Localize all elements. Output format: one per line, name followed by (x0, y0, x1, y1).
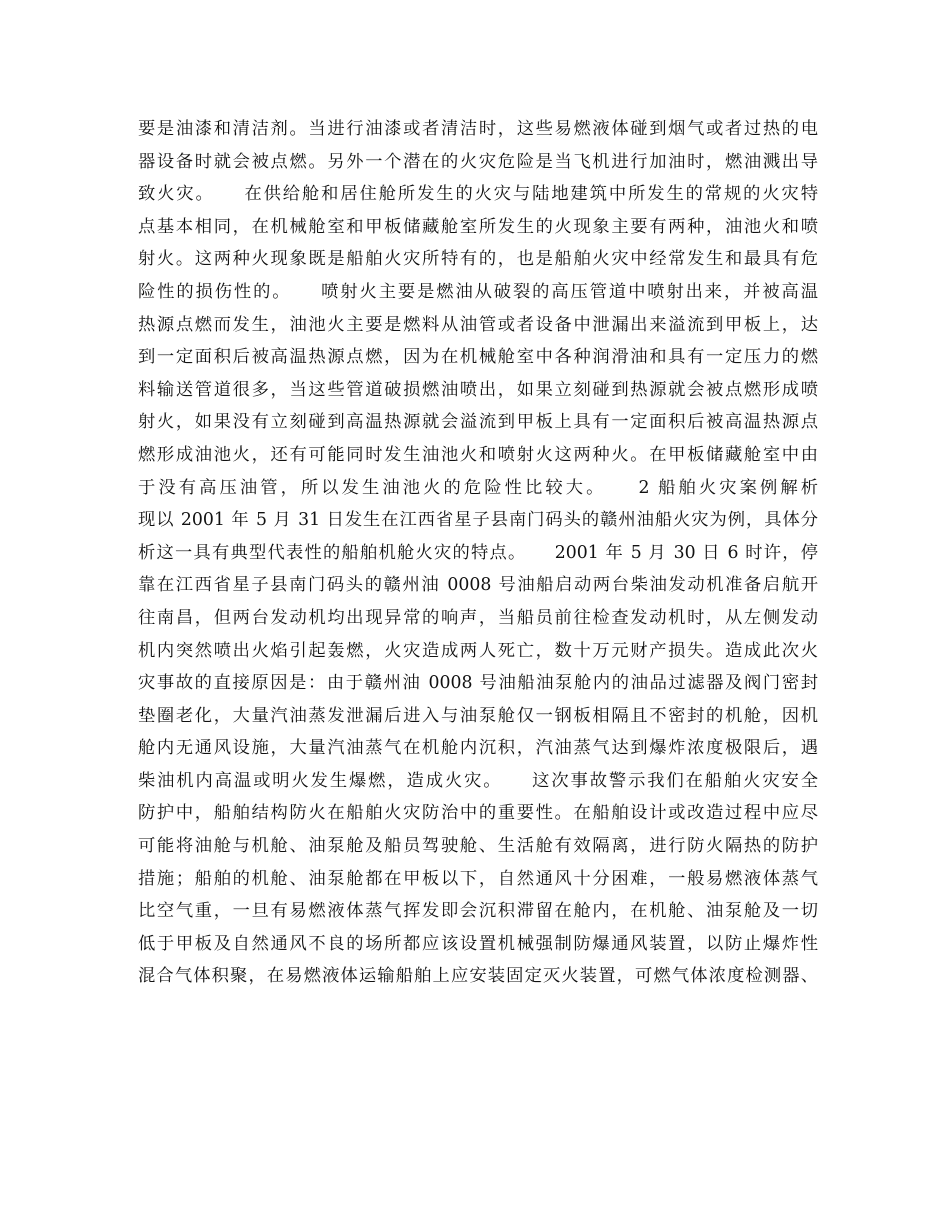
text-line: 低于甲板及自然通风不良的场所都应该设置机械强制防爆通风装置，以防止爆炸性 (138, 933, 818, 954)
text-line: 析这一具有典型代表性的船舶机舱火灾的特点。 2001 年 5 月 30 日 6 时许，停 (138, 542, 818, 563)
text-line: 于没有高压油管，所以发生油池火的危险性比较大。 2 船舶火灾案例解析 (138, 477, 818, 498)
text-line: 射火。这两种火现象既是船舶火灾所特有的，也是船舶火灾中经常发生和最具有危 (138, 249, 818, 270)
text-line: 措施；船舶的机舱、油泵舱都在甲板以下，自然通风十分困难，一般易燃液体蒸气 (138, 868, 818, 889)
text-line: 可能将油舱与机舱、油泵舱及船员驾驶舱、生活舱有效隔离，进行防火隔热的防护 (138, 836, 818, 857)
text-line: 现以 2001 年 5 月 31 日发生在江西省星子县南门码头的赣州油船火灾为例，具体分 (138, 510, 818, 531)
text-line: 混合气体积聚，在易燃液体运输船舶上应安装固定灭火装置，可燃气体浓度检测器、 (138, 966, 818, 987)
text-line: 垫圈老化，大量汽油蒸发泄漏后进入与油泵舱仅一钢板相隔且不密封的机舱，因机 (138, 705, 818, 726)
text-line: 靠在江西省星子县南门码头的赣州油 0008 号油船启动两台柴油发动机准备启航开 (138, 575, 818, 596)
text-line: 料输送管道很多，当这些管道破损燃油喷出，如果立刻碰到热源就会被点燃形成喷 (138, 379, 818, 400)
text-line: 比空气重，一旦有易燃液体蒸气挥发即会沉积滞留在舱内，在机舱、油泵舱及一切 (138, 901, 818, 922)
text-line: 射火，如果没有立刻碰到高温热源就会溢流到甲板上具有一定面积后被高温热源点 (138, 412, 818, 433)
body-text (138, 113, 818, 993)
text-line: 到一定面积后被高温热源点燃，因为在机械舱室中各种润滑油和具有一定压力的燃 (138, 347, 818, 368)
text-line: 点基本相同，在机械舱室和甲板储藏舱室所发生的火现象主要有两种，油池火和喷 (138, 216, 818, 237)
text-line: 致火灾。 在供给舱和居住舱所发生的火灾与陆地建筑中所发生的常规的火灾特 (138, 184, 818, 205)
text-line: 机内突然喷出火焰引起轰燃，火灾造成两人死亡，数十万元财产损失。造成此次火 (138, 640, 818, 661)
text-line: 往南昌，但两台发动机均出现异常的响声，当船员前往检查发动机时，从左侧发动 (138, 607, 818, 628)
text-line: 灾事故的直接原因是：由于赣州油 0008 号油船油泵舱内的油品过滤器及阀门密封 (138, 673, 818, 694)
text-line: 要是油漆和清洁剂。当进行油漆或者清洁时，这些易燃液体碰到烟气或者过热的电 (138, 119, 818, 139)
text-line: 防护中，船舶结构防火在船舶火灾防治中的重要性。在船舶设计或改造过程中应尽 (138, 803, 818, 824)
text-line: 燃形成油池火，还有可能同时发生油池火和喷射火这两种火。在甲板储藏舱室中由 (138, 444, 818, 465)
text-line: 险性的损伤性的。 喷射火主要是燃油从破裂的高压管道中喷射出来，并被高温 (138, 281, 818, 302)
text-line: 热源点燃而发生，油池火主要是燃料从油管或者设备中泄漏出来溢流到甲板上，达 (138, 314, 818, 335)
text-line: 柴油机内高温或明火发生爆燃，造成火灾。 这次事故警示我们在船舶火灾安全 (138, 770, 818, 791)
text-line: 舱内无通风设施，大量汽油蒸气在机舱内沉积，汽油蒸气达到爆炸浓度极限后，遇 (138, 738, 818, 759)
text-line: 器设备时就会被点燃。另外一个潜在的火灾危险是当飞机进行加油时，燃油溅出导 (138, 151, 818, 172)
